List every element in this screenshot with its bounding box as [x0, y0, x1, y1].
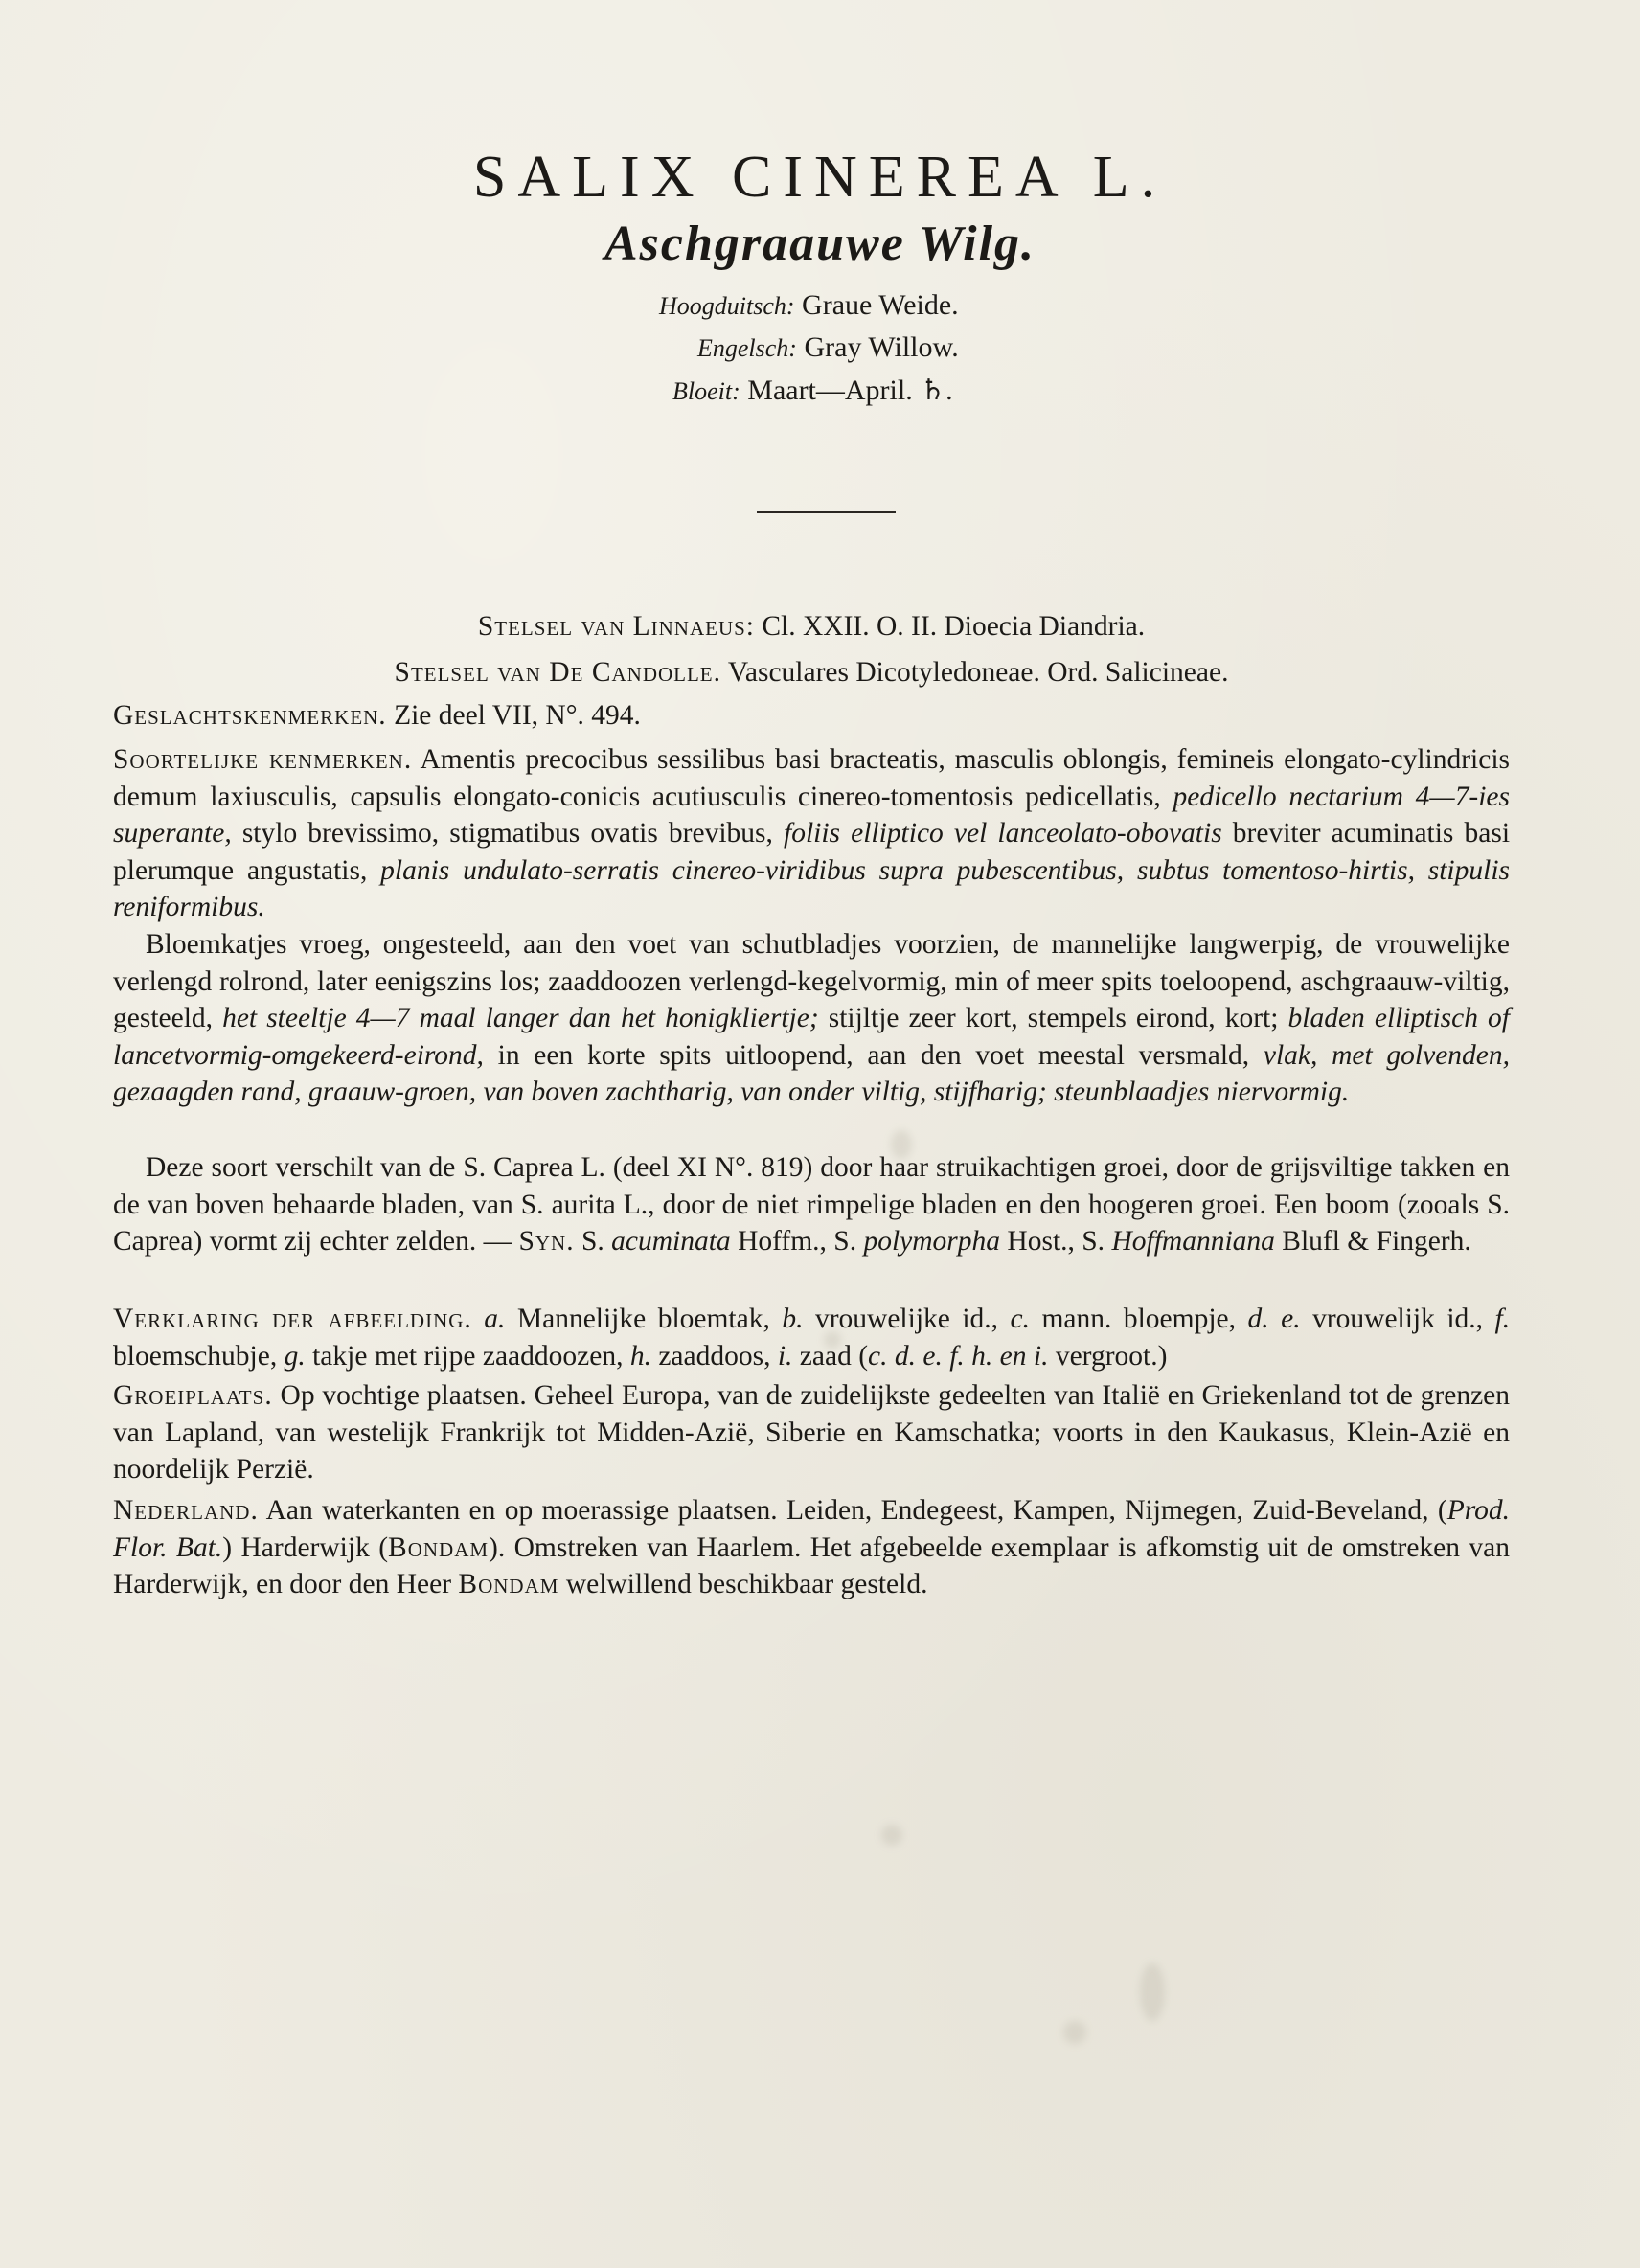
figure-letter: g.: [284, 1340, 306, 1372]
habitat-label: Groeiplaats.: [113, 1380, 273, 1411]
species-characteristics: [113, 741, 1510, 926]
comparison-text: Deze soort verschilt van de S. Caprea L. (deel XI N°. 819) door haar struikachtigen groei, door de grijsviltige takken en de van boven behaarde bladen, van S. aurita L., door de niet rimpelige bladen en den hoogeren groei. Een boom (zooals S. Caprea) vormt zij echter zelden. —: [113, 1152, 1510, 1257]
comparison-text: Hoffm., S.: [738, 1226, 857, 1257]
species-label: Soortelijke kenmerken.: [113, 744, 413, 775]
figure-letter: f.: [1494, 1304, 1511, 1334]
genus-label: Geslachtskenmerken.: [113, 700, 387, 731]
linnaeus-label: Stelsel van Linnaeus:: [477, 611, 755, 642]
linnaeus-value: Cl. XXII. O. II. Dioecia Diandria.: [762, 611, 1146, 642]
species-italic: foliis elliptico vel lanceolato-obovatis: [784, 818, 1222, 849]
english-name: [697, 331, 959, 364]
bloom-period: [672, 374, 953, 407]
species-text: Amentis precocibus sessilibus basi bracteatis, masculis oblongis, femineis elongato-cylindricis demum laxiusculis, capsulis elongato-conicis acutiusculis cinereo-tomentosis pedicellatis,: [113, 744, 1511, 812]
species-italic: planis undulato-serratis cinereo-viridibus supra pubescentibus, subtus tomentoso-hirtis, stipulis reniformibus.: [113, 854, 1511, 922]
paper-stain: [1063, 2021, 1086, 2044]
figure-letter: i.: [777, 1340, 793, 1372]
figure-caption: vergroot.): [1055, 1340, 1168, 1372]
netherlands-paragraph: [113, 1492, 1510, 1603]
paper-stain: [1140, 1963, 1165, 2021]
figure-caption: bloemschubje,: [113, 1340, 278, 1372]
figure-caption: takje met rijpe zaaddoozen,: [312, 1340, 624, 1372]
netherlands-text: ) Harderwijk (: [222, 1531, 389, 1563]
description-italic: steunblaadjes niervormig.: [1054, 1077, 1350, 1107]
habitat-text: Op vochtige plaatsen. Geheel Europa, van de zuidelijkste gedeelten van Italië en Griekenland tot de grenzen van Lapland, van westelijk Frankrijk tot Midden-Azië, Siberie en Kamschatka; voorts in den Kaukasus, Klein-Azië en noordelijk Perzië.: [113, 1380, 1511, 1485]
candolle-system: [113, 654, 1510, 692]
figure-caption: mann. bloempje,: [1041, 1304, 1237, 1334]
comparison-text: Host., S.: [1007, 1226, 1105, 1257]
description-italic: vlak, met golvenden, gezaagden rand, graauw-groen, van boven zachtharig, van onder viltig, stijfharig;: [113, 1039, 1511, 1107]
figure-letter: d. e.: [1247, 1304, 1301, 1334]
candolle-value: Vasculares Dicotyledoneae. Ord. Salicineae.: [727, 657, 1229, 688]
netherlands-label: Nederland.: [113, 1495, 259, 1526]
synonym-name: polymorpha: [863, 1226, 1001, 1257]
figure-caption: vrouwelijke id.,: [814, 1304, 999, 1334]
comparison-paragraph: [113, 1149, 1510, 1260]
paper-stain: [881, 1825, 902, 1846]
description-italic: bladen elliptisch of lancetvormig-omgekeerd-eirond,: [113, 1003, 1511, 1071]
description-text: Bloemkatjes vroeg, ongesteeld, aan den voet van schutbladjes voorzien, de mannelijke langwerpig, de vrouwelijke verlengd rolrond, later eenigszins los; zaaddoozen verlengd-kegelvormig, min of meer spits toeloopend, aschgraauw-viltig, gesteeld,: [113, 929, 1510, 1033]
english-label: Engelsch:: [697, 334, 797, 362]
netherlands-text: Aan waterkanten en op moerassige plaatsen. Leiden, Endegeest, Kampen, Nijmegen, Zuid-Beveland, (: [265, 1495, 1447, 1526]
synonym-name: acuminata: [611, 1226, 731, 1257]
synonyms-label: Syn.: [518, 1226, 575, 1257]
species-text: stylo brevissimo, stigmatibus ovatis brevibus,: [241, 818, 773, 849]
species-italic: pedicello nectarium 4—7-ies superante,: [113, 781, 1511, 849]
figure-caption: vrouwelijk id.,: [1312, 1304, 1484, 1334]
german-value: Graue Weide.: [802, 289, 959, 321]
page-title: SALIX CINEREA L.: [472, 145, 1168, 210]
figure-letter: b.: [782, 1304, 804, 1334]
figure-letter: a.: [484, 1304, 506, 1334]
illustration-label: Verklaring der afbeelding.: [113, 1304, 472, 1334]
species-text: breviter acuminatis basi plerumque angustatis,: [113, 818, 1511, 886]
figure-caption: zaaddoos,: [658, 1340, 771, 1372]
figure-letter: c. d. e. f. h. en i.: [868, 1340, 1049, 1372]
english-value: Gray Willow.: [804, 331, 959, 363]
comparison-text: Blufl & Fingerh.: [1282, 1226, 1471, 1257]
description-text: stijltje zeer kort, stempels eirond, kort;: [828, 1003, 1279, 1033]
illustration-explanation: [113, 1301, 1510, 1374]
habitat-paragraph: [113, 1377, 1510, 1488]
description-italic: het steeltje 4—7 maal langer dan het honigkliertje;: [222, 1003, 819, 1033]
synonym-name: Hoffmanniana: [1111, 1226, 1275, 1257]
page-subtitle: Aschgraauwe Wilg.: [604, 216, 1036, 271]
bloom-value: Maart—April. ♄.: [747, 374, 953, 406]
candolle-label: Stelsel van De Candolle.: [394, 657, 722, 688]
collector-name: Bondam: [388, 1531, 490, 1563]
german-name: [659, 289, 959, 322]
genus-characteristics: [113, 697, 1510, 735]
bloom-label: Bloeit:: [672, 377, 740, 405]
figure-letter: h.: [629, 1340, 651, 1372]
netherlands-text: ). Omstreken van Haarlem. Het afgebeelde exemplaar is afkomstig uit de omstreken van Harderwijk, en door den Heer: [113, 1531, 1510, 1599]
collector-name: Bondam: [458, 1569, 559, 1599]
dutch-description: [113, 926, 1510, 1111]
figure-letter: c.: [1010, 1304, 1030, 1334]
netherlands-text: welwillend beschikbaar gesteld.: [565, 1569, 928, 1599]
divider-rule: [757, 511, 896, 513]
flora-reference: Prod. Flor. Bat.: [113, 1495, 1511, 1563]
linnaeus-system: [113, 608, 1510, 646]
description-text: in een korte spits uitloopend, aan den voet meestal versmald,: [497, 1039, 1250, 1071]
figure-caption: zaad (: [799, 1340, 869, 1372]
comparison-text: S.: [581, 1226, 604, 1257]
genus-value: Zie deel VII, N°. 494.: [394, 700, 641, 731]
figure-caption: Mannelijke bloemtak,: [516, 1304, 770, 1334]
german-label: Hoogduitsch:: [659, 292, 795, 320]
